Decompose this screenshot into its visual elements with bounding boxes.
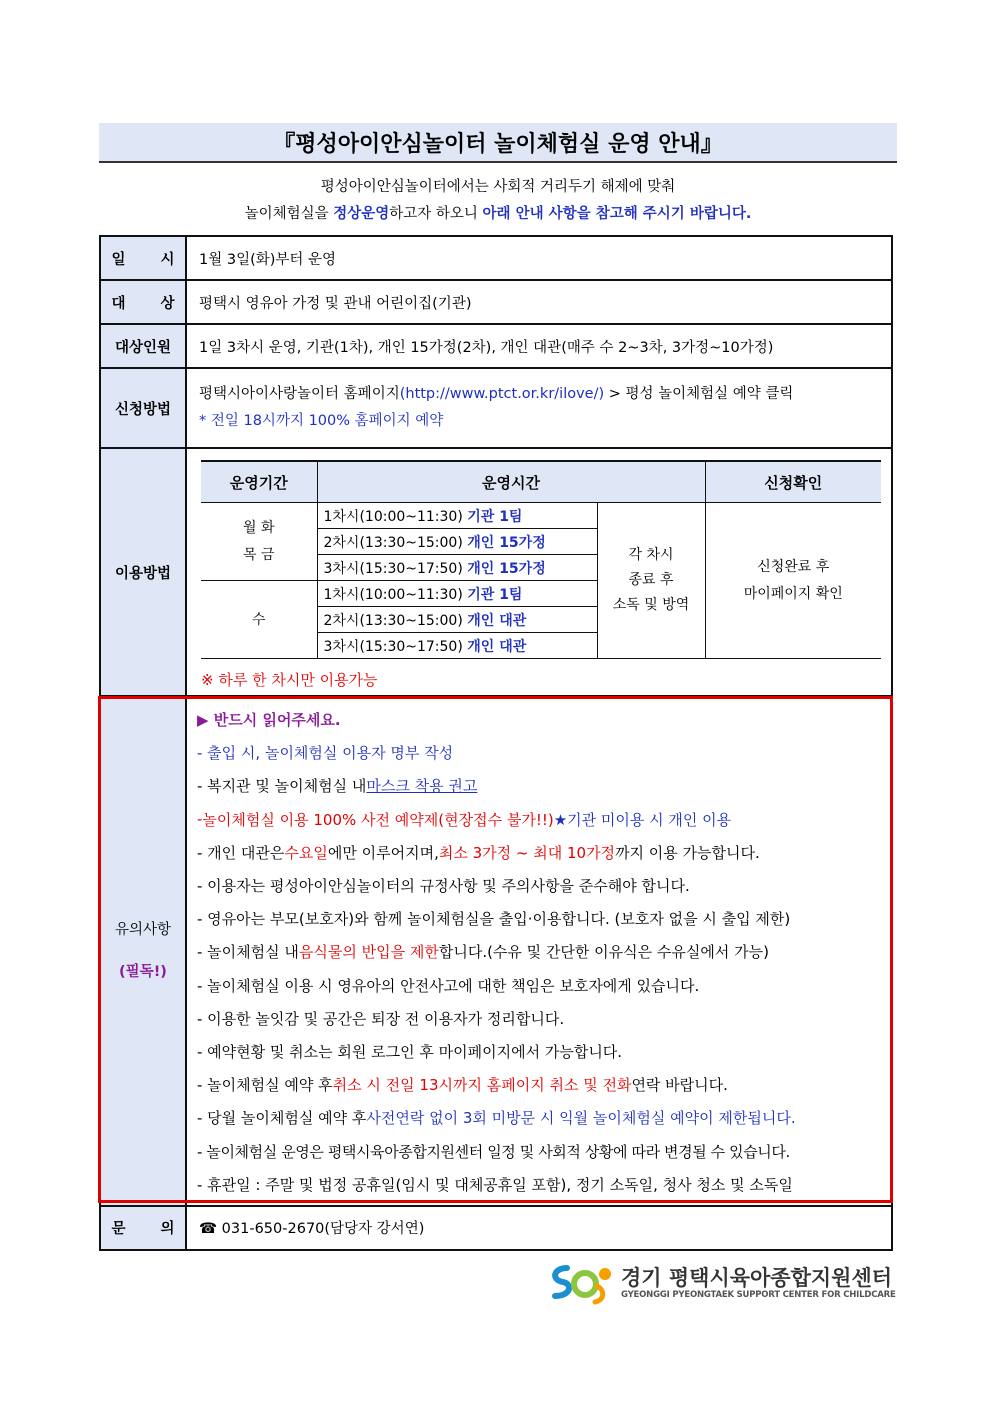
row-date — [100, 236, 892, 280]
session-time: 3차시(15:30~17:50) 개인 15가정 — [317, 555, 597, 581]
period-mon-tue-thu-fri: 월 화 목 금 — [201, 503, 317, 581]
note-item: - 놀이체험실 운영은 평택시육아종합지원센터 일정 및 사회적 상황에 따라 변경될 수 있습니다. — [197, 1142, 790, 1161]
session-time: 1차시(10:00~11:30) 기관 1팀 — [317, 503, 597, 529]
session-time: 1차시(10:00~11:30) 기관 1팀 — [317, 581, 597, 607]
usage-footnote: ※ 하루 한 차시만 이용가능 — [201, 671, 378, 689]
session-time: 2차시(13:30~15:00) 개인 대관 — [317, 607, 597, 633]
note-item: - 놀이체험실 예약 후 취소 시 전일 13시까지 홈페이지 취소 및 전화 연락 바랍니다. — [197, 1076, 728, 1095]
note-item: - 이용한 놀잇감 및 공간은 퇴장 전 이용자가 정리합니다. — [197, 1009, 565, 1028]
apply-note: * 전일 18시까지 100% 홈페이지 예약 — [199, 413, 444, 429]
label-target: 대 상 — [100, 280, 186, 324]
label-date: 일 시 — [100, 236, 186, 280]
info-table — [99, 235, 893, 1251]
value-date: 1월 3일(화)부터 운영 — [186, 236, 892, 280]
value-usage — [186, 448, 892, 696]
center-name-english: GYEONGGI PYEONGTAEK SUPPORT CENTER FOR CHILDCARE — [621, 1290, 896, 1300]
center-logo-icon — [545, 1260, 615, 1306]
session-time: 2차시(13:30~15:00) 개인 15가정 — [317, 529, 597, 555]
row-notes — [100, 696, 892, 1206]
header-confirm: 신청확인 — [705, 461, 881, 503]
header-period: 운영기간 — [201, 461, 317, 503]
note-item: - 당월 놀이체험실 예약 후 사전연락 없이 3회 미방문 시 익월 놀이체험실 예약이 제한됩니다. — [197, 1109, 796, 1128]
note-item: - 복지관 및 놀이체험실 내 마스크 착용 권고 — [197, 777, 478, 796]
schedule-table — [201, 460, 881, 659]
value-notes — [186, 696, 892, 1206]
center-logo — [545, 1260, 895, 1306]
notes-heading: ▶ 반드시 읽어주세요. — [197, 711, 341, 730]
intro-line-1: 평성아이안심놀이터에서는 사회적 거리두기 해제에 맞춰 — [320, 179, 676, 195]
session-time: 3차시(15:30~17:50) 개인 대관 — [317, 633, 597, 659]
value-contact: ☎ 031-650-2670(담당자 강서연) — [186, 1206, 892, 1250]
note-item: - 놀이체험실 이용 시 영유아의 안전사고에 대한 책임은 보호자에게 있습니다. — [197, 976, 700, 995]
value-capacity: 1일 3차시 운영, 기관(1차), 개인 15가정(2차), 개인 대관(매주 수 2~3차, 3가정~10가정) — [186, 324, 892, 368]
row-target — [100, 280, 892, 324]
intro-text — [99, 174, 897, 228]
label-contact: 문 의 — [100, 1206, 186, 1250]
homepage-link[interactable]: (http://www.ptct.or.kr/ilove/) — [399, 386, 605, 402]
period-wed: 수 — [201, 581, 317, 659]
header-time: 운영시간 — [317, 461, 705, 503]
label-usage: 이용방법 — [100, 448, 186, 696]
note-item: - 휴관일 : 주말 및 법정 공휴일(임시 및 대체공휴일 포함), 정기 소독일, 청사 청소 및 소독일 — [197, 1175, 793, 1194]
note-item: - 놀이체험실 이용 100% 사전 예약제(현장접수 불가!!) ★기관 미이용 시 개인 이용 — [197, 810, 732, 829]
label-capacity: 대상인원 — [100, 324, 186, 368]
note-item: - 영유아는 부모(보호자)와 함께 놀이체험실을 출입·이용합니다. (보호자 없을 시 출입 제한) — [197, 910, 791, 929]
row-usage — [100, 448, 892, 696]
note-item: - 예약현황 및 취소는 회원 로그인 후 마이페이지에서 가능합니다. — [197, 1042, 623, 1061]
page-title: 『평성아이안심놀이터 놀이체험실 운영 안내』 — [99, 123, 897, 163]
row-capacity — [100, 324, 892, 368]
disinfect-note: 각 차시 종료 후 소독 및 방역 — [597, 503, 705, 659]
note-item: - 놀이체험실 내 음식물의 반입을 제한 합니다.(수유 및 간단한 이유식은 수유실에서 가능) — [197, 943, 769, 962]
note-item: - 출입 시, 놀이체험실 이용자 명부 작성 — [197, 744, 454, 763]
value-apply: 평택시아이사랑놀이터 홈페이지(http://www.ptct.or.kr/ilove/) > 평성 놀이체험실 예약 클릭 * 전일 18시까지 100% 홈페이지 예약 — [186, 368, 892, 448]
label-notes: 유의사항 (필독!) — [100, 696, 186, 1206]
row-apply — [100, 368, 892, 448]
value-target: 평택시 영유아 가정 및 관내 어린이집(기관) — [186, 280, 892, 324]
intro-line-2: 놀이체험실을 정상운영하고자 하오니 아래 안내 사항을 참고해 주시기 바랍니다. — [244, 206, 752, 222]
note-item: - 이용자는 평성아이안심놀이터의 규정사항 및 주의사항을 준수해야 합니다. — [197, 877, 690, 896]
label-apply: 신청방법 — [100, 368, 186, 448]
confirm-note: 신청완료 후 마이페이지 확인 — [705, 503, 881, 659]
schedule-row — [201, 503, 881, 529]
row-contact — [100, 1206, 892, 1250]
note-item: - 개인 대관은 수요일 에만 이루어지며, 최소 3가정 ~ 최대 10가정 까지 이용 가능합니다. — [197, 843, 760, 862]
center-name-korean: 경기 평택시육아종합지원센터 — [621, 1266, 893, 1290]
